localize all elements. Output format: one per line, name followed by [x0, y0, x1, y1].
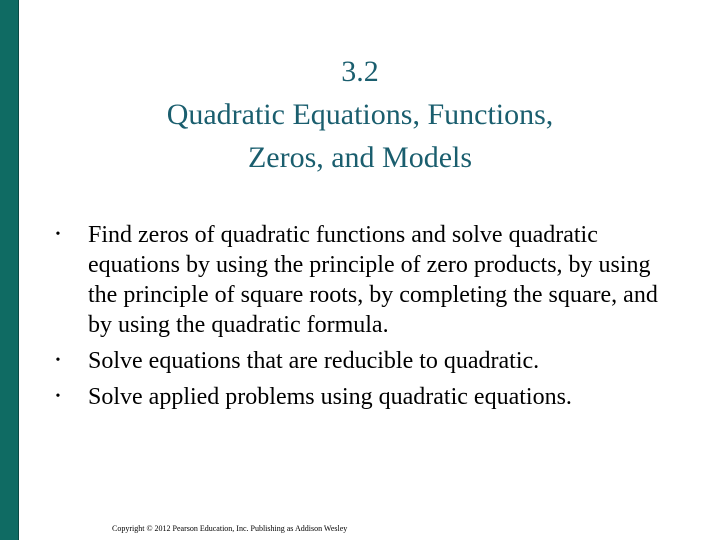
list-item-text: Solve applied problems using quadratic equations. [88, 384, 572, 410]
slide-title [20, 50, 700, 179]
title-line-section-number: 3.2 [341, 55, 379, 88]
bullet-icon: • [55, 353, 61, 368]
list-item [52, 382, 672, 412]
title-line-2: Zeros, and Models [247, 141, 473, 174]
copyright-footer: Copyright © 2012 Pearson Education, Inc. Publishing as Addison Wesley [112, 524, 348, 533]
title-line-1: Quadratic Equations, Functions, [166, 98, 554, 131]
objectives-list [52, 220, 672, 418]
list-item [52, 220, 672, 340]
list-item [52, 346, 672, 376]
left-accent-bar [0, 0, 18, 540]
bullet-icon: • [55, 389, 61, 404]
left-accent-bar-edge [18, 0, 19, 540]
list-item-text: Solve equations that are reducible to quadratic. [88, 348, 540, 374]
list-item-text: Find zeros of quadratic functions and solve quadratic equations by using the principle of zero products, by using the principle of square roots, by completing the square, and by using the quadratic formula. [88, 222, 658, 338]
bullet-icon: • [55, 227, 61, 242]
